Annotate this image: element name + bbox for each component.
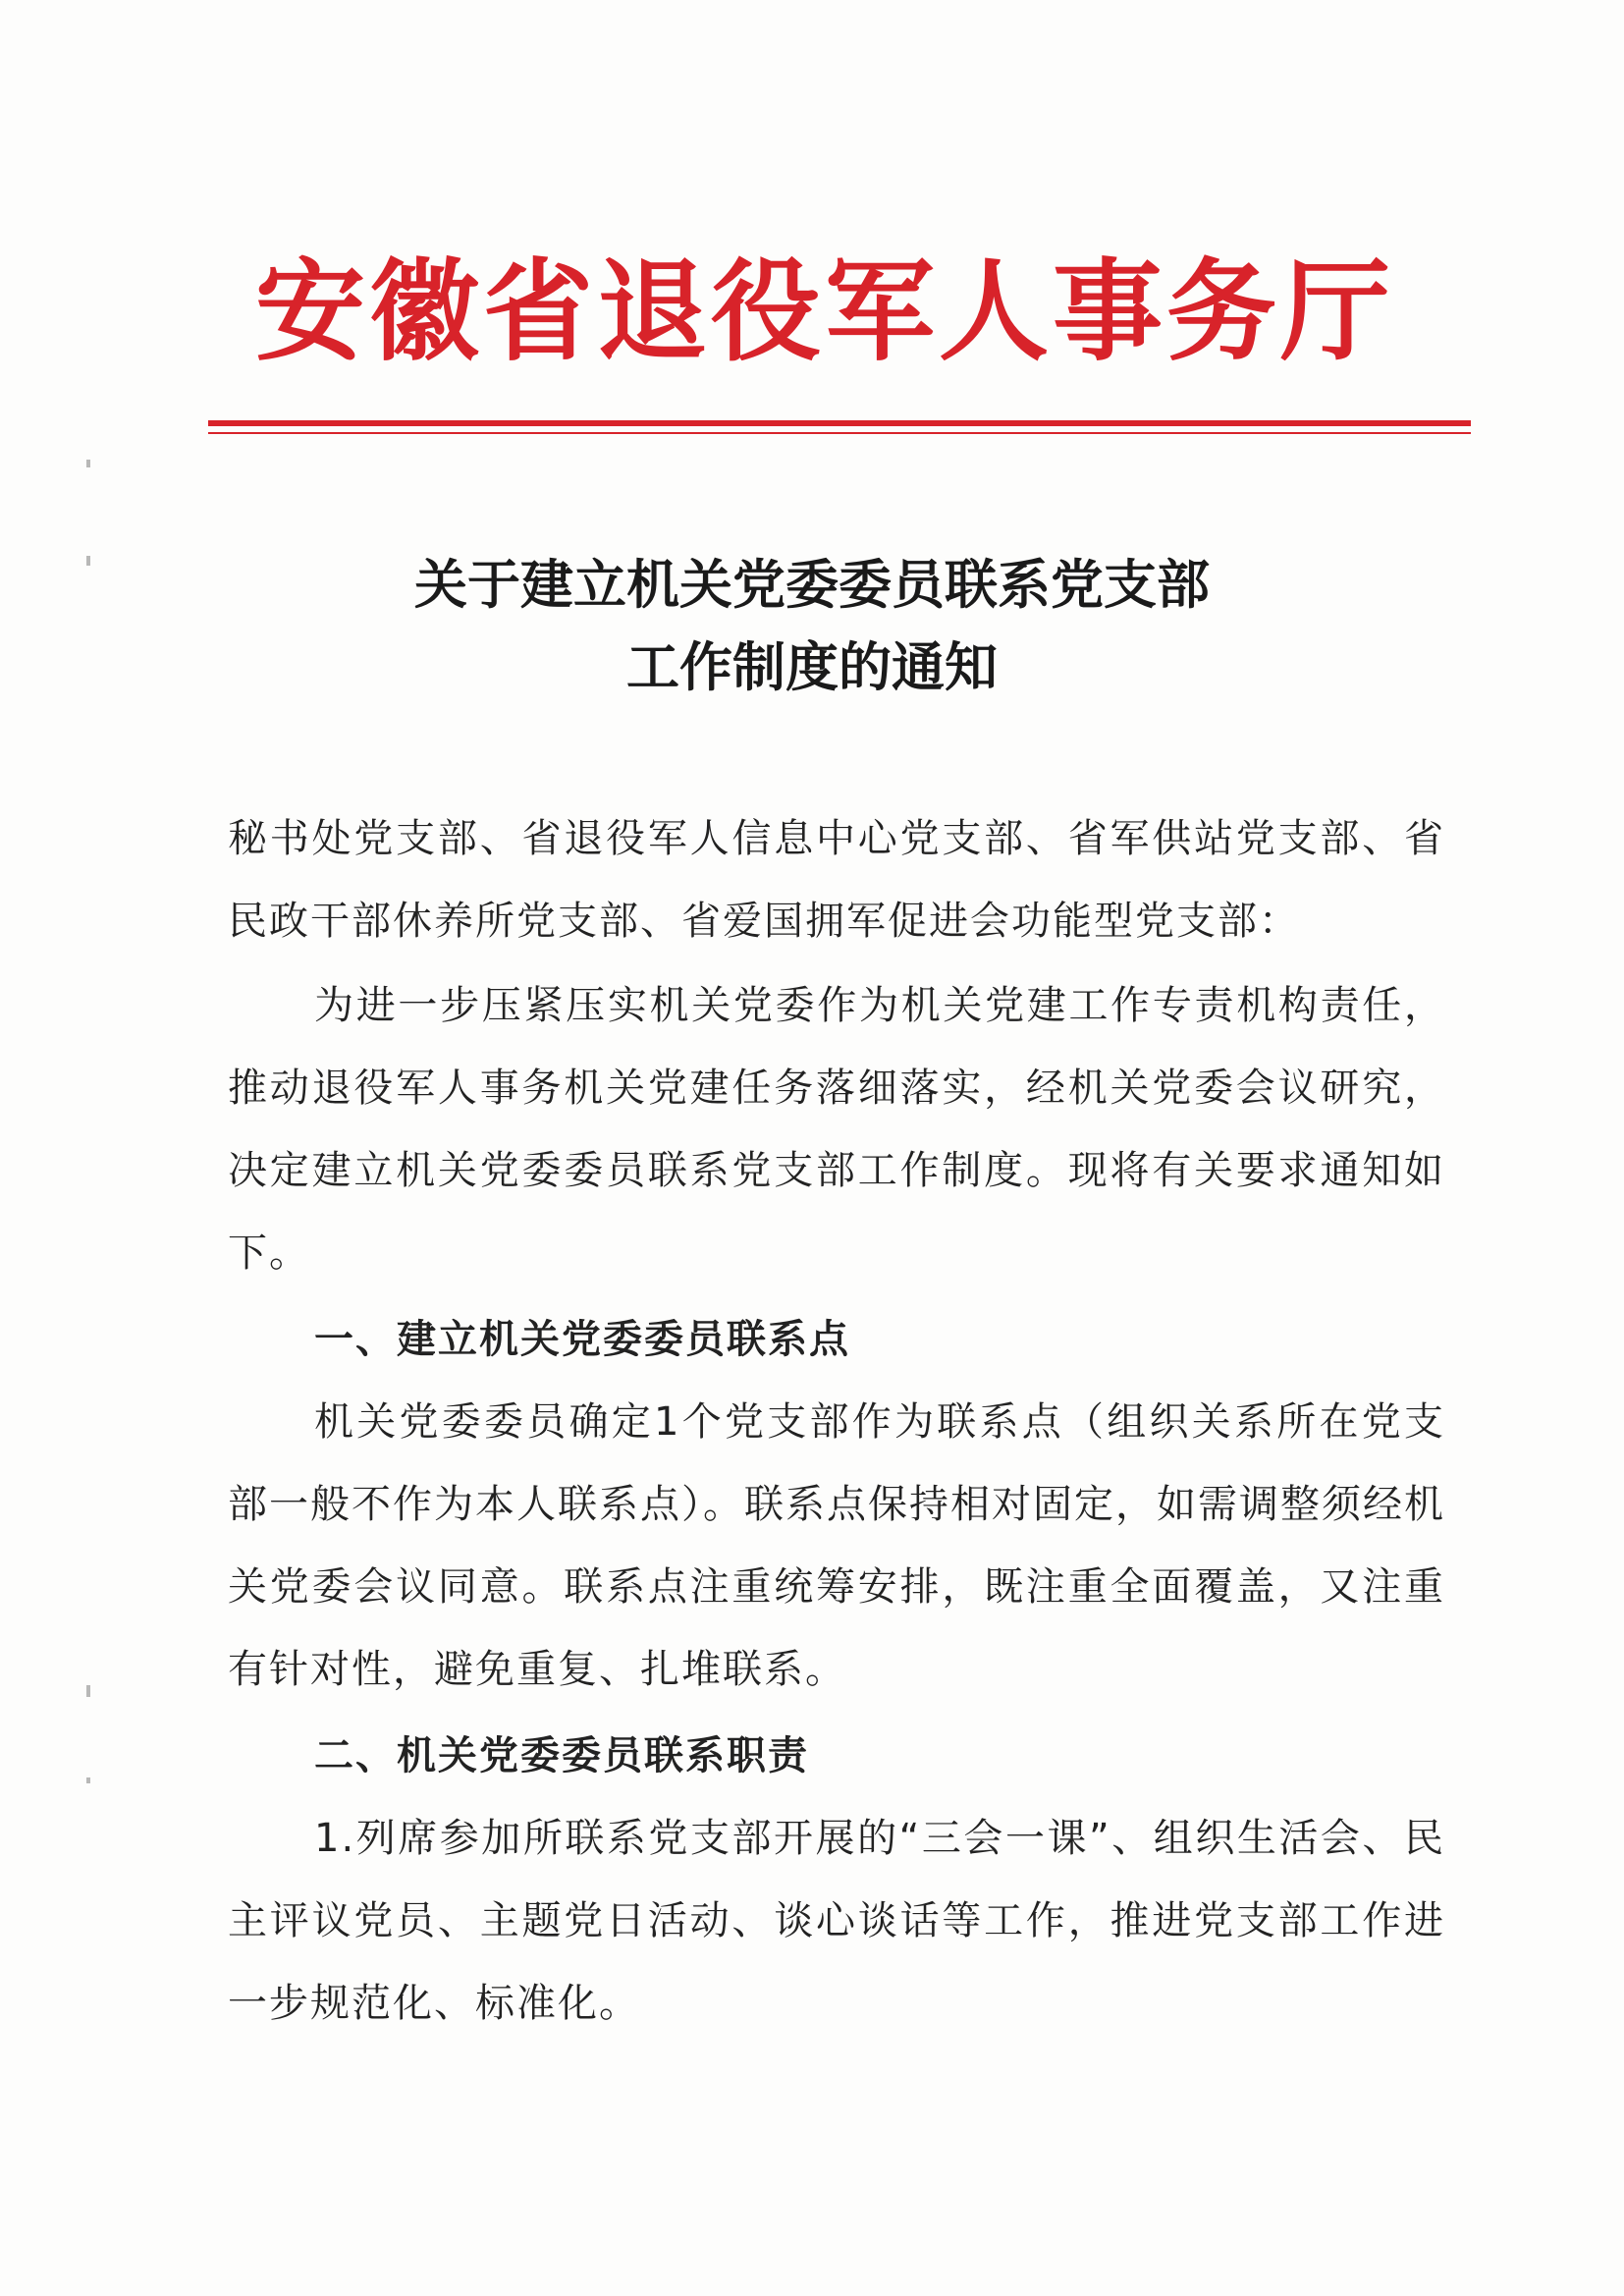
masthead-agency-name: 安徽省退役军人事务厅 (255, 247, 1394, 376)
intro-paragraph: 为进一步压紧压实机关党委作为机关党建工作专责机构责任，推动退役军人事务机关党建任务落细落实，经机关党委会议研究，决定建立机关党委委员联系党支部工作制度。现将有关要求通知如下。 (228, 983, 1445, 1276)
masthead-red-rule-thick (208, 420, 1471, 426)
section-2-item-1: 1.列席参加所联系党支部开展的“三会一课”、组织生活会、民主评议党员、主题党日活动、谈心谈话等工作，推进党支部工作进一步规范化、标准化。 (228, 1816, 1445, 2026)
section-1-paragraph: 机关党委委员确定1个党支部作为联系点（组织关系所在党支部一般不作为本人联系点）。联系点保持相对固定，如需调整须经机关党委会议同意。联系点注重统筹安排，既注重全面覆盖，又注重有针对性，避免重复、扎堆联系。 (228, 1399, 1445, 1692)
scan-mark (86, 1685, 90, 1697)
scan-mark (86, 1777, 90, 1783)
section-heading-2: 二、机关党委委员联系职责 (314, 1732, 809, 1778)
addressee-list: 秘书处党支部、省退役军人信息中心党支部、省军供站党支部、省民政干部休养所党支部、省爱国拥军促进会功能型党支部： (228, 816, 1445, 944)
document-title-line-1: 关于建立机关党委委员联系党支部 (414, 553, 1210, 616)
scan-mark (86, 460, 90, 467)
masthead-red-rule-thin (208, 432, 1471, 434)
scan-mark (86, 556, 90, 566)
document-title-line-2: 工作制度的通知 (626, 635, 998, 698)
section-heading-1: 一、建立机关党委委员联系点 (314, 1316, 850, 1362)
